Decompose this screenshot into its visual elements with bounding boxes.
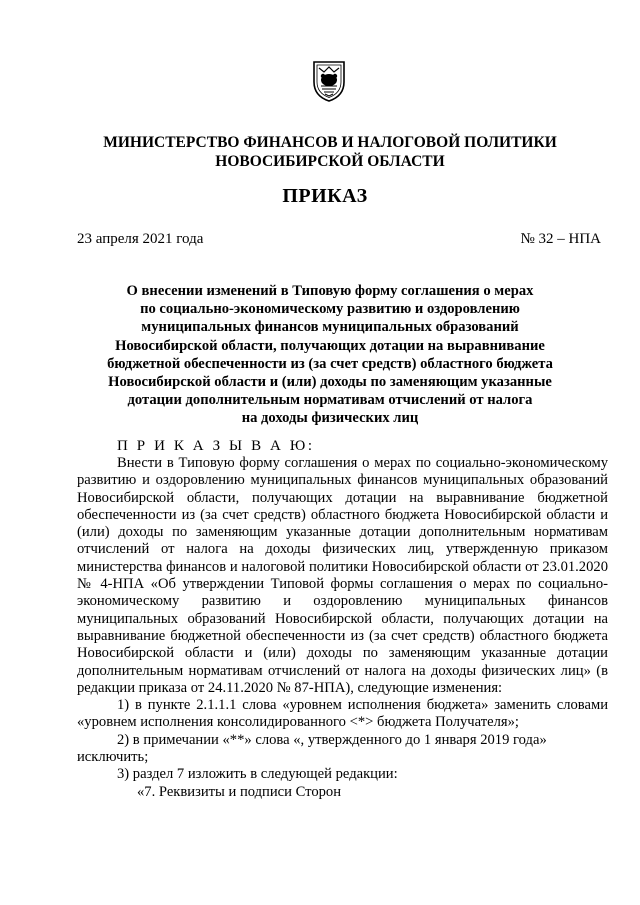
document-number: № 32 – НПА [520, 231, 601, 247]
subject-line: О внесении изменений в Типовую форму соглашения о мерах [126, 283, 534, 299]
item-1-paragraph: 1) в пункте 2.1.1.1 слова «уровнем исполнения бюджета» заменить словами «уровнем исполнения консолидированного <*> бюджета Получателя»; [77, 697, 608, 731]
item-2-tail: исключить; [77, 749, 149, 766]
quoted-section-heading: «7. Реквизиты и подписи Сторон [137, 783, 342, 800]
document-body [77, 455, 608, 801]
item-3-paragraph: 3) раздел 7 изложить в следующей редакции: [117, 766, 398, 783]
item-2-paragraph: 2) в примечании «**» слова «, утвержденного до 1 января 2019 года» [117, 731, 547, 748]
order-word: П Р И К А З Ы В А Ю: [117, 438, 315, 454]
subject-line: на доходы физических лиц [241, 410, 419, 427]
document-type: ПРИКАЗ [282, 185, 368, 207]
subject-line: дотации дополнительным нормативам отчислений от налога [127, 392, 533, 409]
subject-line: Новосибирской области и (или) доходы по заменяющим указанные [108, 374, 552, 391]
coat-of-arms-icon [311, 58, 347, 103]
ministry-title [60, 133, 600, 171]
subject-line: по социально-экономическому развитию и оздоровлению [140, 301, 520, 318]
document-date: 23 апреля 2021 года [77, 231, 204, 247]
ministry-line-2: НОВОСИБИРСКОЙ ОБЛАСТИ [215, 153, 445, 170]
subject-line: бюджетной обеспеченности из (за счет средств) областного бюджета [107, 355, 553, 372]
subject-line: муниципальных финансов муниципальных образований [141, 319, 519, 336]
ministry-line-1: МИНИСТЕРСТВО ФИНАНСОВ И НАЛОГОВОЙ ПОЛИТИКИ [103, 134, 557, 151]
intro-paragraph: Внести в Типовую форму соглашения о мерах по социально-экономическому развитию и оздоровлению муниципальных финансов муниципальных образований Новосибирской области, получающих дотации на выравнивание бюджетной обеспеченности из (за счет средств) областного бюджета Новосибирской области и (или) доходы по заменяющим указанные дотации дополнительным нормативам отчислений от налога на доходы физических лиц, утвержденную приказом министерства финансов и налоговой политики Новосибирской области от 23.01.2020 № 4-НПА «Об утверждении Типовой формы соглашения о мерах по социально-экономическому развитию и оздоровлению муниципальных финансов муниципальных образований Новосибирской области, получающих дотации на выравнивание бюджетной обеспеченности из (за счет средств) областного бюджета Новосибирской области и (или) доходы по заменяющим указанные дотации дополнительным нормативам отчислений от налога на доходы физических лиц» (в редакции приказа от 24.11.2020 № 87-НПА), следующие изменения: [77, 455, 608, 696]
document-subject [60, 282, 600, 428]
subject-line: Новосибирской области, получающих дотации на выравнивание [115, 337, 545, 354]
